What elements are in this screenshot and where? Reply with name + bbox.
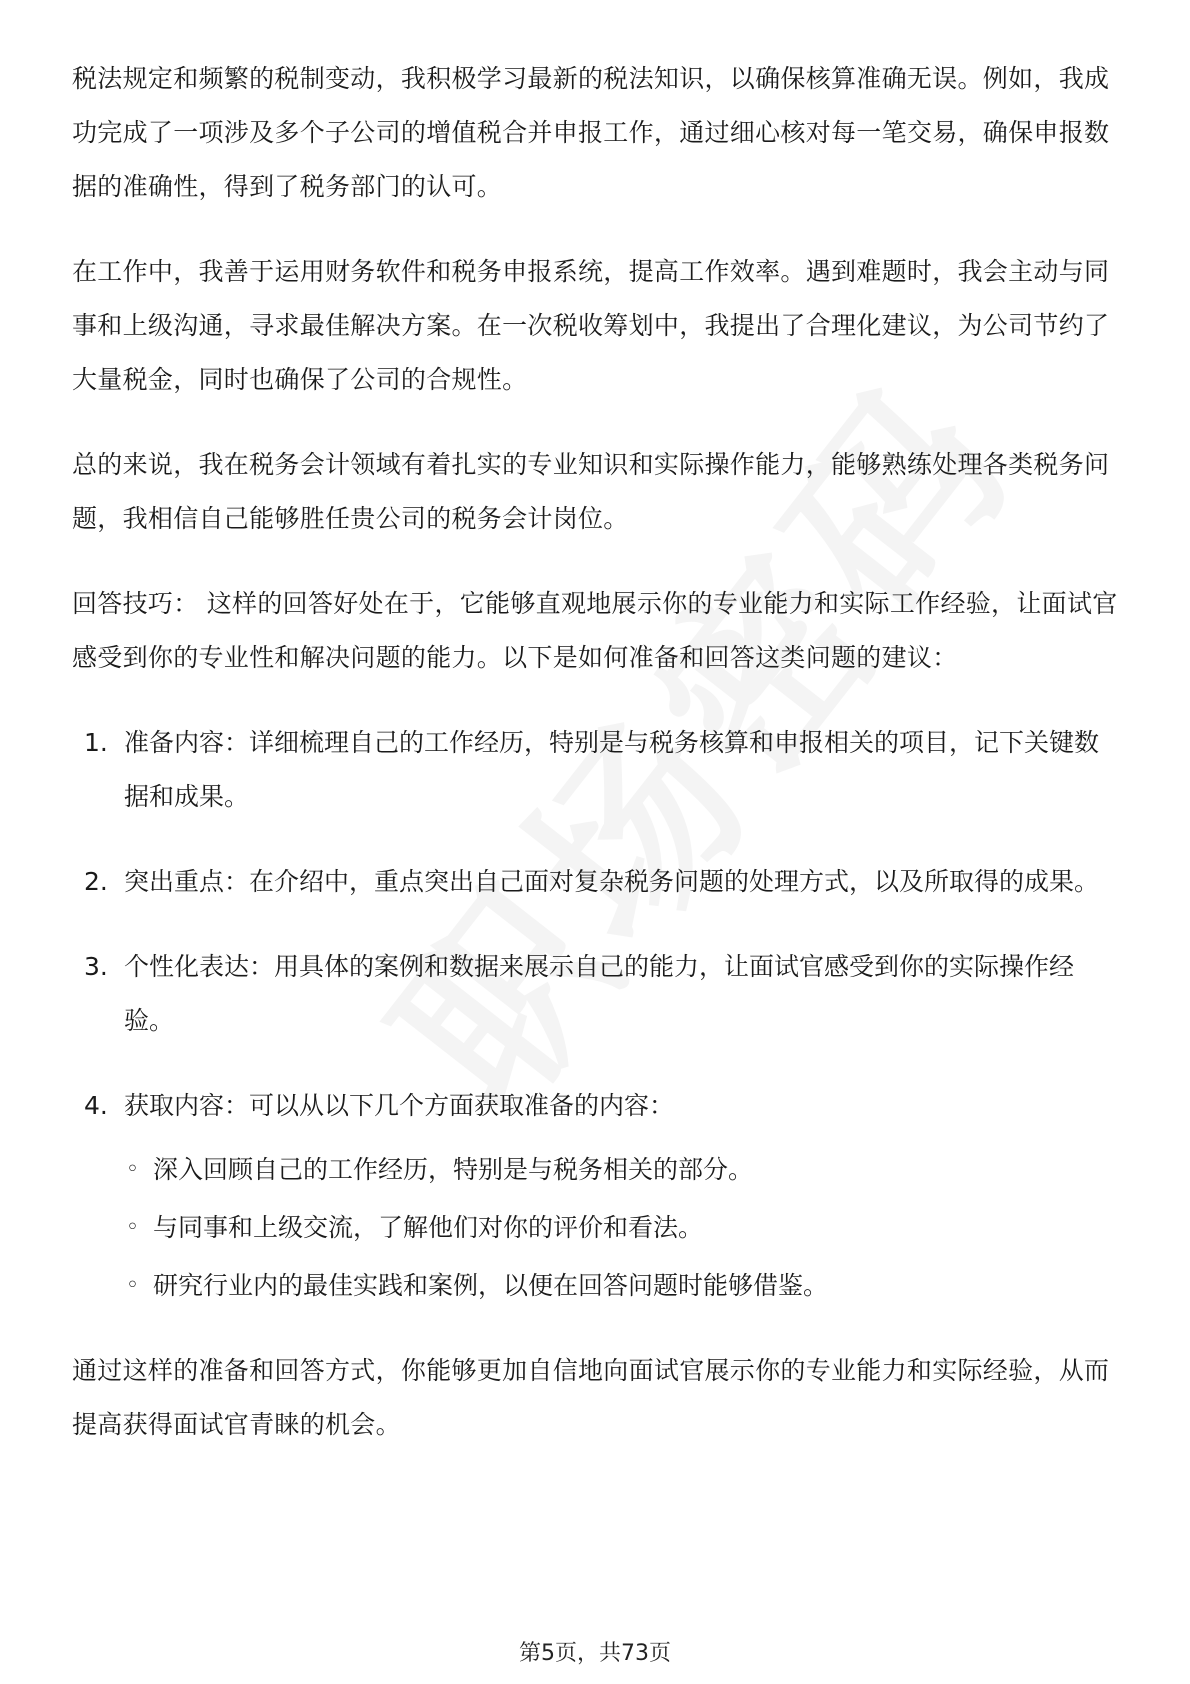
paragraph-2: 在工作中，我善于运用财务软件和税务申报系统，提高工作效率。遇到难题时，我会主动与同事和上级沟通，寻求最佳解决方案。在一次税收筹划中，我提出了合理化建议，为公司节约了大量税金，同时也确保了公司的合规性。: [72, 257, 1110, 394]
sub-list-item-text: 研究行业内的最佳实践和案例，以便在回答问题时能够借鉴。: [153, 1271, 829, 1300]
answer-tips-paragraph: 回答技巧： 这样的回答好处在于，它能够直观地展示你的专业能力和实际工作经验，让面试官感受到你的专业性和解决问题的能力。以下是如何准备和回答这类问题的建议：: [72, 589, 1118, 672]
sub-list-item-text: 与同事和上级交流，了解他们对你的评价和看法。: [153, 1213, 704, 1242]
closing-paragraph: 通过这样的准备和回答方式，你能够更加自信地向面试官展示你的专业能力和实际经验，从而提高获得面试官青睐的机会。: [72, 1356, 1110, 1439]
paragraph-1: 税法规定和频繁的税制变动，我积极学习最新的税法知识，以确保核算准确无误。例如，我成功完成了一项涉及多个子公司的增值税合并申报工作，通过细心核对每一笔交易，确保申报数据的准确性，得到了税务部门的认可。: [72, 64, 1110, 201]
paragraph-3: 总的来说，我在税务会计领域有着扎实的专业知识和实际操作能力，能够熟练处理各类税务问题，我相信自己能够胜任贵公司的税务会计岗位。: [72, 450, 1110, 533]
list-number: 4.: [84, 1091, 108, 1120]
sub-list-item: [124, 1143, 1122, 1197]
list-item: [72, 716, 1122, 824]
circle-bullet-icon: ◦: [126, 1215, 139, 1240]
sub-list-item: [124, 1201, 1122, 1255]
sub-list-item-text: 深入回顾自己的工作经历，特别是与税务相关的部分。: [153, 1155, 754, 1184]
list-item-text: 获取内容：可以从以下几个方面获取准备的内容：: [124, 1091, 675, 1120]
list-item: [72, 940, 1122, 1048]
document-page: [72, 52, 1122, 1483]
circle-bullet-icon: ◦: [126, 1273, 139, 1298]
list-item-text: 突出重点：在介绍中，重点突出自己面对复杂税务问题的处理方式，以及所取得的成果。: [124, 867, 1100, 896]
list-number: 2.: [84, 867, 108, 896]
list-item: [72, 1079, 1122, 1313]
list-number: 3.: [84, 952, 108, 981]
list-item-text: 准备内容：详细梳理自己的工作经历，特别是与税务核算和申报相关的项目，记下关键数据和成果。: [124, 728, 1100, 811]
numbered-list: [72, 716, 1122, 1313]
sub-list-item: [124, 1259, 1122, 1313]
sub-list: [124, 1143, 1122, 1313]
list-item: [72, 855, 1122, 909]
circle-bullet-icon: ◦: [126, 1157, 139, 1182]
page-number: 第5页，共73页: [519, 1641, 671, 1666]
list-number: 1.: [84, 728, 108, 757]
list-item-text: 个性化表达：用具体的案例和数据来展示自己的能力，让面试官感受到你的实际操作经验。: [124, 952, 1075, 1035]
